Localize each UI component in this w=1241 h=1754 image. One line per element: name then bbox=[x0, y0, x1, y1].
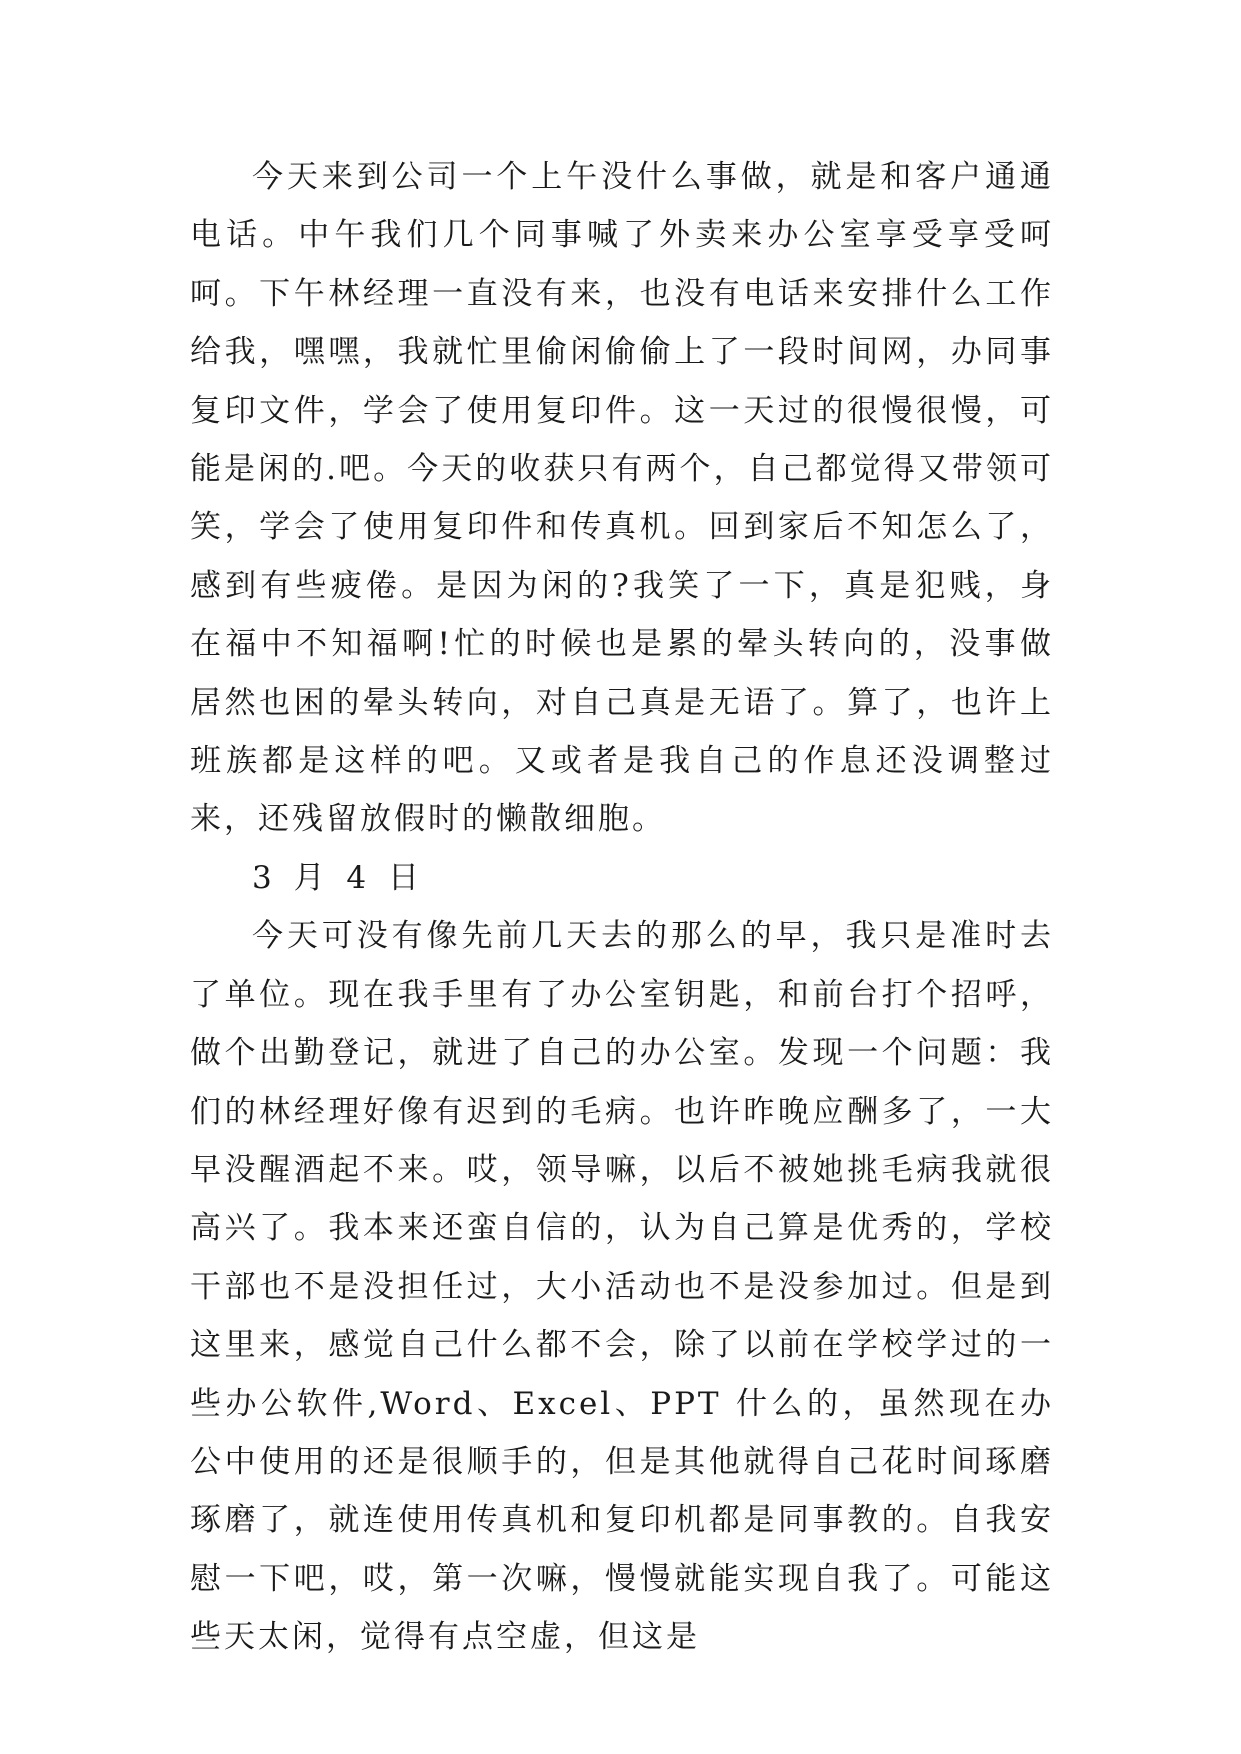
body-paragraph-2: 今天可没有像先前几天去的那么的早，我只是准时去了单位。现在我手里有了办公室钥匙，和前台打个招呼，做个出勤登记，就进了自己的办公室。发现一个问题：我们的林经理好像有迟到的毛病。也许昨晚应酬多了，一大早没醒酒起不来。哎，领导嘛，以后不被她挑毛病我就很高兴了。我本来还蛮自信的，认为自己算是优秀的，学校干部也不是没担任过，大小活动也不是没参加过。但是到这里来，感觉自己什么都不会，除了以前在学校学过的一些办公软件,Word、Excel、PPT 什么的，虽然现在办公中使用的还是很顺手的，但是其他就得自己花时间琢磨琢磨了，就连使用传真机和复印机都是同事教的。自我安慰一下吧，哎，第一次嘛，慢慢就能实现自我了。可能这些天太闲，觉得有点空虚，但这是 bbox=[190, 918, 1054, 1656]
document-page bbox=[190, 148, 1054, 1667]
body-paragraph-1: 今天来到公司一个上午没什么事做，就是和客户通通电话。中午我们几个同事喊了外卖来办公室享受享受呵呵。下午林经理一直没有来，也没有电话来安排什么工作给我，嘿嘿，我就忙里偷闲偷偷上了一段时间网，办同事复印文件，学会了使用复印件。这一天过的很慢很慢，可能是闲的.吧。今天的收获只有两个，自己都觉得又带领可笑，学会了使用复印件和传真机。回到家后不知怎么了，感到有些疲倦。是因为闲的?我笑了一下，真是犯贱，身在福中不知福啊!忙的时候也是累的晕头转向的，没事做居然也困的晕头转向，对自己真是无语了。算了，也许上班族都是这样的吧。又或者是我自己的作息还没调整过来，还残留放假时的懒散细胞。 bbox=[190, 159, 1054, 838]
date-heading: 3 月 4 日 bbox=[252, 859, 426, 896]
